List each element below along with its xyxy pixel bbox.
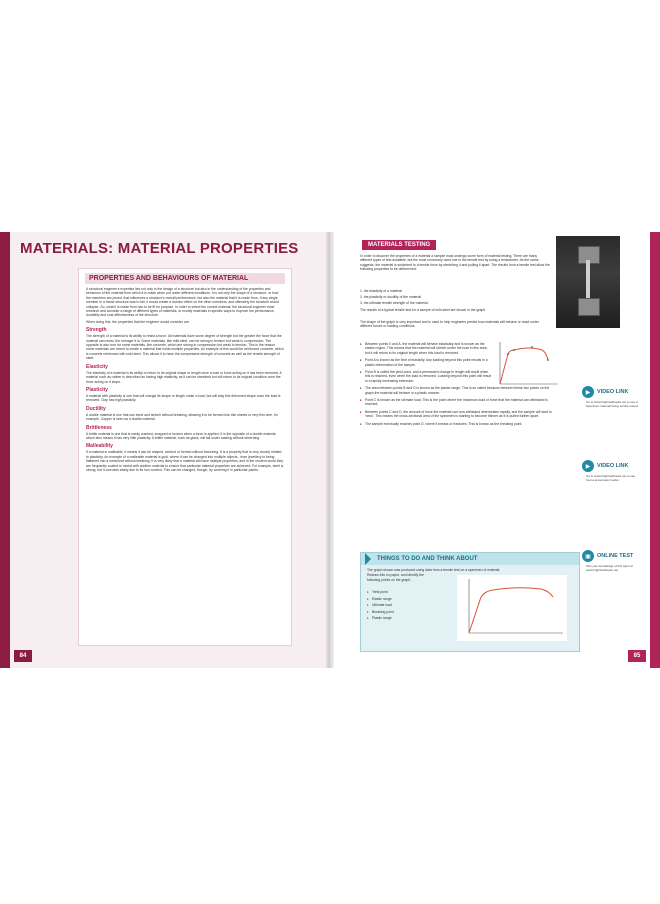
malleability-heading: Malleability — [86, 443, 113, 450]
video-icon: ▶ — [582, 386, 594, 398]
list-item: ▸ Yield point — [367, 589, 394, 596]
things-heading: THINGS TO DO AND THINK ABOUT — [377, 556, 478, 562]
graph-bullets — [360, 342, 556, 429]
bullet-item: ▸ Point A is known as the limit of elasticity. Any loading beyond this point results in a plastic deformation of the sample. — [360, 358, 493, 367]
video-link-box-1[interactable] — [582, 386, 640, 408]
list-item: 3. the ultimate tensile strength of the material. — [360, 301, 429, 305]
bullet-item: ▸ Point C is known as the ultimate load. This is the point where the maximum load or force that the material can withstand is reached. — [360, 398, 556, 407]
properties-heading: PROPERTIES AND BEHAVIOURS OF MATERIAL — [85, 273, 285, 284]
intro-paragraph: A structural engineer's expertise lies not only in the design of a structure but also in the understanding of the properties and behaviour of the material from which it is made when put under different conditions. It is not only the shape of a structure, or how the members are joined, that influences a structure's overall performance, but also the material that it is made from. If any single member in a frame structure was to fail, it would create a domino effect on the other members, and ultimately the structure would collapse. So, what it is made from has to be fit for purpose. In order to select the correct material, the structural engineer must research and consider a range of different types of materials, or modify materials in specific ways to improve the performance, durability and cost-effectiveness of the structure. — [86, 287, 279, 318]
list-item: 2. the plasticity or ductility of the material — [360, 295, 422, 299]
video-link-desc: Go to www.brightredbooks.net to see how a tensometer works. — [586, 474, 636, 482]
book-spread — [0, 232, 660, 668]
list-item: ▸ Plastic range — [367, 615, 394, 622]
left-page-edge — [0, 232, 10, 668]
strength-heading: Strength — [86, 327, 107, 334]
online-test-desc: Test your knowledge of this topic at www.brightredbooks.net — [586, 564, 633, 572]
exercise-graph — [457, 575, 567, 641]
list-item: ▸ Ultimate load — [367, 602, 394, 609]
tensometer-photo — [556, 236, 620, 328]
things-line-1: The graph shown was produced using data from a tensile test on a specimen of material. — [367, 568, 501, 572]
page-number-right: 85 — [628, 650, 646, 662]
strength-text: The strength of a material is its ability to resist a force. All materials have some degree of strength but the greater the force that the material can resist, the stronger it is. Some materials, like mild steel, can be strong in tension but weak in compression. The opposite is also true for some materials, like concrete, which are strong in compression but weak in tension. This is the reason some materials are mixed to create a material that holds multiple properties. An example of this would be reinforced concrete, which is concrete reinforced with mild steel. This allows it to have the compressive strength of concrete as well as the tensile strength of steel. — [86, 334, 284, 361]
online-test-box[interactable] — [582, 550, 640, 572]
testing-list — [360, 288, 550, 306]
video-link-box-2[interactable] — [582, 460, 640, 482]
left-page — [0, 232, 330, 668]
right-page — [330, 232, 660, 668]
materials-testing-tag: MATERIALS TESTING — [362, 240, 436, 250]
ductility-text: A ductile material is one that can bend and stretch without breaking, allowing it to be formed into thin sheets or very thin wire, for example. Copper is seen as a ductile material. — [86, 412, 278, 422]
laptop-icon: ▣ — [582, 550, 594, 562]
specimen-bar — [586, 260, 590, 300]
ductility-heading: Ductility — [86, 405, 106, 412]
bullet-item: ▸ The sample eventually reaches point D, where it breaks or fractures. This is known as the breaking point. — [360, 422, 556, 426]
online-test-label: ONLINE TEST — [597, 553, 634, 559]
list-item: ▸ Breaking point — [367, 609, 394, 616]
video-link-desc: Go to www.brightredbooks.net to see a Specimen material being tensile tested. — [586, 400, 639, 408]
video-icon: ▶ — [582, 460, 594, 472]
bullet-item: ▸ Between points C and D, the amount of force the material can now withstand deteriorates rapidly, and the sample will start to 'neck'. This means the cross-sectional area of the specimen is starting to become thinner as it is pulled further apart. — [360, 410, 556, 419]
video-link-label: VIDEO LINK — [597, 463, 629, 469]
page-number-left: 84 — [14, 650, 32, 662]
graph-explanation: The shape of the graph is very important and is used to help engineers predict how materials will behave or react under different forces or loading conditions. — [360, 320, 539, 329]
plasticity-text: A material with plasticity is one that will change its shape or length under a load, but will stay this deformed shape once the load is removed. Clay has high plasticity. — [86, 393, 281, 403]
bullet-item: ▸ Point B is called the yield point, and a permanent change in length will result when this is reached, even when the load is removed. Loading beyond this point will result in a rapidly increasing extension. — [360, 370, 493, 383]
page-title: MATERIALS: MATERIAL PROPERTIES — [20, 240, 299, 257]
arrow-icon — [365, 553, 371, 565]
things-to-do-box — [360, 552, 580, 652]
properties-box — [78, 268, 292, 646]
testing-intro: In order to discover the properties of a material a sample must undergo some form of material testing. There are many different types of test available, but the most commonly used one is the tensile test by using a tensometer. As the name suggests, the material is subjected to a tensile force by stretching it and pulling it apart. The results from a tensile test allow the following properties to be determined: — [360, 254, 550, 272]
plasticity-heading: Plasticity — [86, 386, 108, 393]
things-line-2: Redraw this on paper, and identify the following points on the graph. — [367, 573, 424, 582]
elasticity-heading: Elasticity — [86, 363, 108, 370]
intro-paragraph-2: When doing this, the properties that the engineer would consider are: — [86, 319, 190, 324]
book-gutter — [326, 232, 334, 668]
elasticity-text: The elasticity of a material is its ability to return to its original shape or length once a load or force acting on it has been removed. A material such as rubber is described as having high elasticity, as it can be stretched but will return to its original condition once the force acting on it stops. — [86, 370, 282, 384]
lower-jaw — [578, 298, 600, 316]
brittleness-heading: Brittleness — [86, 424, 112, 431]
graph-intro: The results of a typical tensile test for a sample of mild steel are shown in the graph. — [360, 308, 487, 312]
things-list — [367, 589, 394, 622]
right-page-edge — [650, 232, 660, 668]
video-link-label: VIDEO LINK — [597, 389, 629, 395]
brittleness-text: A brittle material is one that is easily cracked, snapped or broken when a force is applied. It is the opposite of a ductile material, which also means it has very little plasticity. A brittle material, such as glass, will fail under loading without stretching. — [86, 431, 277, 440]
bullet-item: ▸ The area between points B and D is known as the plastic range. This is so called because between these two points on the graph the material will behave in a plastic manner. — [360, 386, 556, 395]
malleability-text: If a material is malleable, it means it can be shaped, worked or formed without fracturing. It is a property that is very closely related to plasticity. An example of a malleable material is gold, where it can be changed into multiple objects - from jewellery to being flattened into a metal leaf without breaking. It is very likely that a material will have multiple properties, and in the modern world they are frequently coated or mixed with another material to ensure that particular material properties are achieved. For example, steel is strong, but it corrodes easily due to its iron content. This can be changed, though, by covering it in particular paints. — [86, 450, 284, 472]
list-item: 1. the elasticity of a material — [360, 289, 403, 293]
bullet-item: ▸ Between points 0 and A, the material will behave elastically and is known as the elastic region. This means that the material will stretch under the load in this area, but it will return to its original length when this load is removed. — [360, 342, 493, 355]
list-item: ▸ Elastic range — [367, 596, 394, 603]
